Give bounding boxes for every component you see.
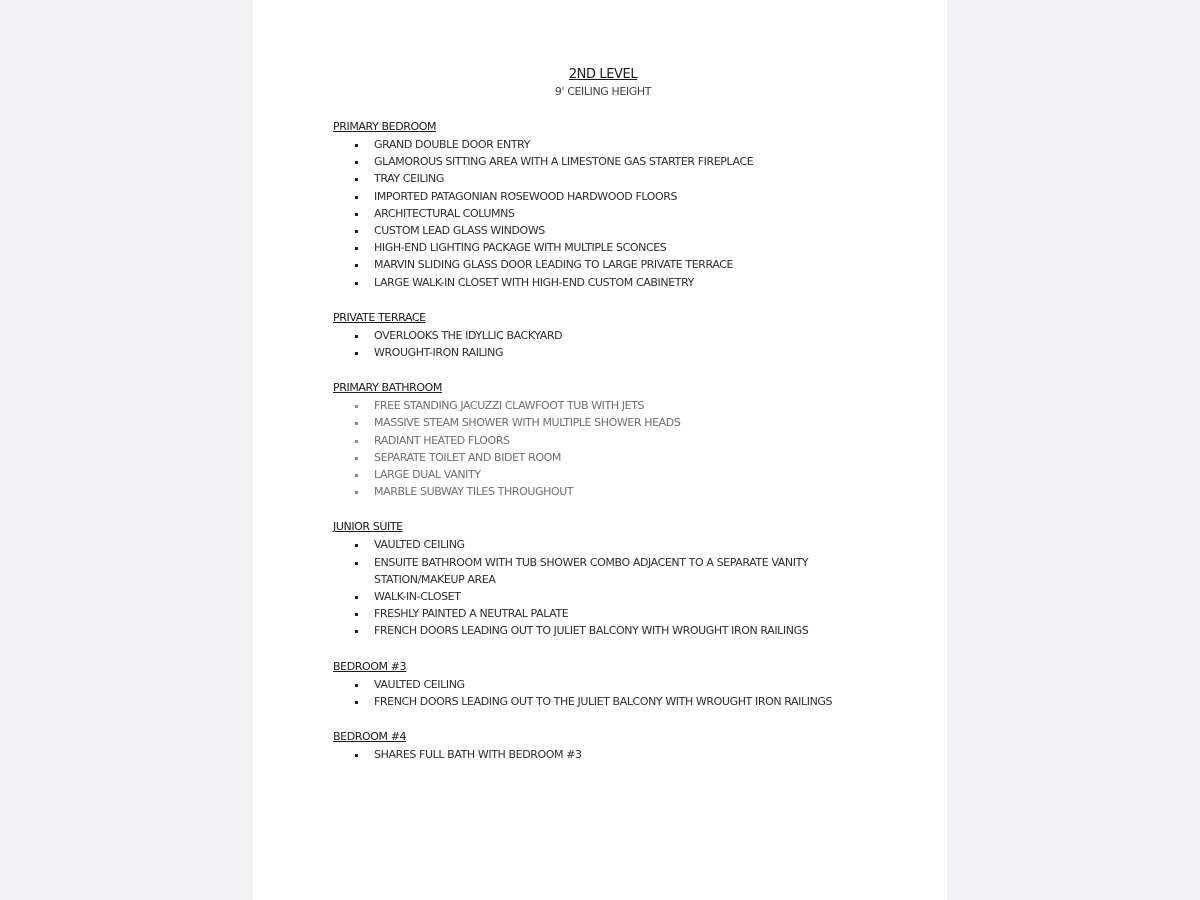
document-page [253,0,947,900]
list-item-text: TRAY CEILING [374,172,445,186]
list-item-text: SEPARATE TOILET AND BIDET ROOM [374,450,561,464]
list-item [333,605,873,622]
list-item-text: FRENCH DOORS LEADING OUT TO JULIET BALCONY WITH WROUGHT IRON RAILINGS [374,624,809,638]
bullet-icon [355,264,358,267]
bullet-icon [355,684,358,687]
list-item-text: FREE STANDING JACUZZI CLAWFOOT TUB WITH JETS [374,399,645,413]
feature-list [333,136,873,291]
list-item [333,274,873,291]
list-item-text: RADIANT HEATED FLOORS [374,433,510,447]
list-item-text: SHARES FULL BATH WITH BEDROOM #3 [374,748,582,762]
bullet-icon [355,352,358,355]
list-item-text: MARVIN SLIDING GLASS DOOR LEADING TO LARGE PRIVATE TERRACE [374,258,734,272]
list-item-text: OVERLOOKS THE IDYLLIC BACKYARD [374,328,563,342]
bullet-icon [355,335,358,338]
bullet-icon [355,405,358,408]
list-item [333,397,873,414]
section-junior-suite [333,519,873,639]
document-content [333,66,873,763]
bullet-icon [355,701,358,704]
list-item [333,483,873,500]
bullet-icon [355,422,358,425]
bullet-icon [355,491,358,494]
bullet-icon [355,161,358,164]
list-item-text: VAULTED CEILING [374,677,465,691]
bullet-icon [355,196,358,199]
list-item [333,222,873,239]
bullet-icon [355,178,358,181]
section-primary-bathroom [333,380,873,500]
list-item-text: IMPORTED PATAGONIAN ROSEWOOD HARDWOOD FLOORS [374,189,678,203]
list-item [333,136,873,153]
list-item [333,170,873,187]
bullet-icon [355,630,358,633]
list-item [333,256,873,273]
list-item [333,449,873,466]
list-item-text: WALK-IN-CLOSET [374,590,461,604]
feature-list [333,397,873,500]
section-primary-bedroom [333,119,873,291]
list-item [333,188,873,205]
list-item-text: GRAND DOUBLE DOOR ENTRY [374,138,531,151]
list-item-text: GLAMOROUS SITTING AREA WITH A LIMESTONE GAS STARTER FIREPLACE [374,155,754,169]
list-item [333,239,873,256]
bullet-icon [355,144,358,147]
bullet-icon [355,457,358,460]
feature-list [333,327,873,361]
list-item-text: MARBLE SUBWAY TILES THROUGHOUT [374,485,574,499]
page-subtitle: 9' CEILING HEIGHT [554,85,652,98]
list-item [333,327,873,344]
bullet-icon [355,754,358,757]
section-heading: PRIMARY BATHROOM [333,381,442,395]
section-heading: BEDROOM #4 [333,730,407,744]
section-bedroom-4 [333,729,873,763]
list-item [333,205,873,222]
bullet-icon [355,596,358,599]
list-item [333,344,873,361]
list-item [333,554,873,588]
list-item [333,432,873,449]
list-item-text: LARGE WALK-IN CLOSET WITH HIGH-END CUSTOM CABINETRY [374,275,694,289]
section-heading: PRIVATE TERRACE [333,310,426,324]
list-item [333,693,873,710]
section-bedroom-3 [333,659,873,710]
list-item [333,588,873,605]
list-item-text: HIGH-END LIGHTING PACKAGE WITH MULTIPLE SCONCES [374,241,667,255]
bullet-icon [355,613,358,616]
bullet-icon [355,247,358,250]
bullet-icon [355,282,358,285]
list-item [333,536,873,553]
section-heading: JUNIOR SUITE [333,520,403,534]
list-item-text: WROUGHT-IRON RAILING [374,346,504,360]
list-item-text: VAULTED CEILING [374,538,465,552]
list-item [333,466,873,483]
feature-list [333,536,873,639]
section-heading: BEDROOM #3 [333,659,407,673]
list-item-text: LARGE DUAL VANITY [374,468,481,482]
list-item-text: ARCHITECTURAL COLUMNS [374,206,515,220]
list-item-text: ENSUITE BATHROOM WITH TUB SHOWER COMBO ADJACENT TO A SEPARATE VANITY STATION/MAKEUP AREA [374,555,809,586]
list-item [333,153,873,170]
section-heading: PRIMARY BEDROOM [333,120,437,133]
bullet-icon [355,544,358,547]
list-item [333,676,873,693]
bullet-icon [355,213,358,216]
bullet-icon [355,230,358,233]
bullet-icon [355,562,358,565]
feature-list [333,746,873,763]
page-title: 2ND LEVEL [568,67,638,82]
list-item [333,622,873,639]
list-item [333,414,873,431]
list-item-text: CUSTOM LEAD GLASS WINDOWS [374,224,545,238]
section-private-terrace [333,310,873,361]
list-item-text: FRENCH DOORS LEADING OUT TO THE JULIET BALCONY WITH WROUGHT IRON RAILINGS [374,694,833,708]
feature-list [333,676,873,710]
bullet-icon [355,474,358,477]
list-item-text: FRESHLY PAINTED A NEUTRAL PALATE [374,607,569,621]
list-item-text: MASSIVE STEAM SHOWER WITH MULTIPLE SHOWER HEADS [374,416,681,430]
bullet-icon [355,440,358,443]
list-item [333,746,873,763]
